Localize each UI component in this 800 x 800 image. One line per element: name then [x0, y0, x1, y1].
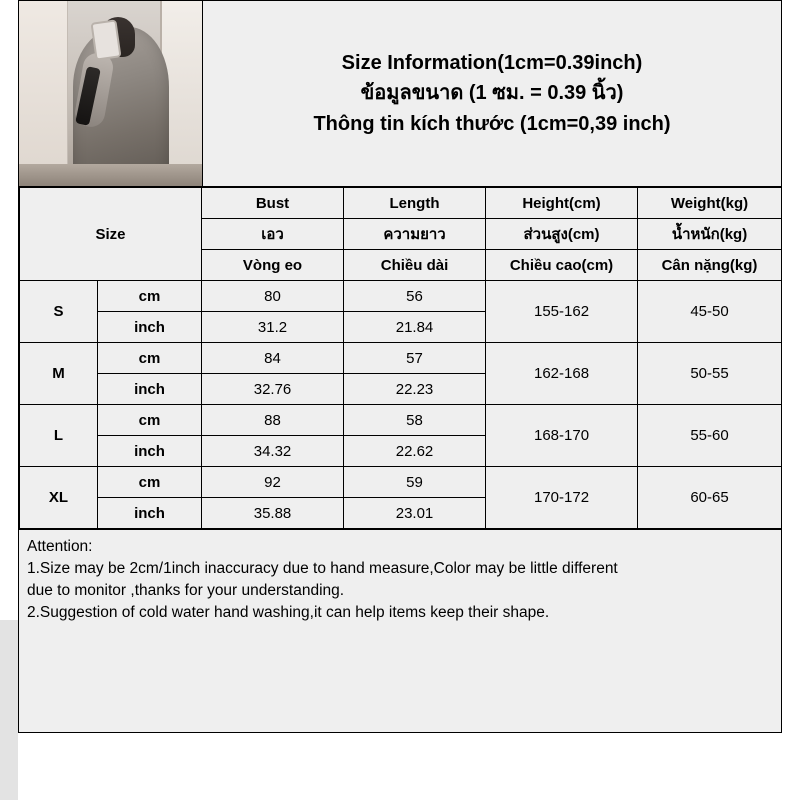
- row-s-bust-inch: 31.2: [202, 312, 344, 343]
- row-size-m: M: [20, 343, 98, 405]
- size-table: [19, 187, 782, 529]
- row-size-xl: XL: [20, 467, 98, 529]
- row-s-bust-cm: 80: [202, 281, 344, 312]
- col-weight-en: Weight(kg): [638, 188, 782, 219]
- row-l-length-inch: 22.62: [344, 436, 486, 467]
- col-bust-vi: Vòng eo: [202, 250, 344, 281]
- left-edge-block: [0, 620, 18, 800]
- row-size-s: S: [20, 281, 98, 343]
- col-height-vi: Chiều cao(cm): [486, 250, 638, 281]
- col-length-th: ความยาว: [344, 219, 486, 250]
- table-row: [20, 467, 782, 498]
- row-s-height: 155-162: [486, 281, 638, 343]
- row-size-l: L: [20, 405, 98, 467]
- row-xl-weight: 60-65: [638, 467, 782, 529]
- col-weight-th: น้ำหนัก(kg): [638, 219, 782, 250]
- attention-block: [19, 529, 781, 628]
- col-length-vi: Chiều dài: [344, 250, 486, 281]
- attention-heading: Attention:: [27, 538, 93, 555]
- title-line-th: ข้อมูลขนาด (1 ซม. = 0.39 นิ้ว): [360, 82, 624, 105]
- row-s-unit-cm: cm: [98, 281, 202, 312]
- photo-phone: [90, 19, 121, 60]
- row-l-bust-inch: 34.32: [202, 436, 344, 467]
- product-photo: [19, 1, 203, 187]
- row-s-unit-inch: inch: [98, 312, 202, 343]
- col-bust-en: Bust: [202, 188, 344, 219]
- row-l-unit-inch: inch: [98, 436, 202, 467]
- row-s-length-cm: 56: [344, 281, 486, 312]
- row-xl-bust-inch: 35.88: [202, 498, 344, 529]
- col-height-en: Height(cm): [486, 188, 638, 219]
- col-bust-th: เอว: [202, 219, 344, 250]
- photo-wall: [19, 1, 68, 187]
- col-height-th: ส่วนสูง(cm): [486, 219, 638, 250]
- table-row: [20, 343, 782, 374]
- table-row: [20, 405, 782, 436]
- row-xl-height: 170-172: [486, 467, 638, 529]
- row-m-weight: 50-55: [638, 343, 782, 405]
- col-weight-vi: Cân nặng(kg): [638, 250, 782, 281]
- row-xl-unit-cm: cm: [98, 467, 202, 498]
- row-s-length-inch: 21.84: [344, 312, 486, 343]
- row-xl-length-inch: 23.01: [344, 498, 486, 529]
- size-chart-sheet: [18, 0, 782, 733]
- table-row: [20, 281, 782, 312]
- row-m-height: 162-168: [486, 343, 638, 405]
- row-xl-length-cm: 59: [344, 467, 486, 498]
- row-l-unit-cm: cm: [98, 405, 202, 436]
- row-s-weight: 45-50: [638, 281, 782, 343]
- size-header-cell: Size: [20, 188, 202, 281]
- title-block: [203, 1, 781, 187]
- row-xl-unit-inch: inch: [98, 498, 202, 529]
- row-m-length-inch: 22.23: [344, 374, 486, 405]
- row-m-unit-inch: inch: [98, 374, 202, 405]
- table-header-row-en: [20, 188, 782, 219]
- row-m-unit-cm: cm: [98, 343, 202, 374]
- row-xl-bust-cm: 92: [202, 467, 344, 498]
- attention-line-3: 2.Suggestion of cold water hand washing,it can help items keep their shape.: [27, 604, 550, 621]
- title-line-vi: Thông tin kích thước (1cm=0,39 inch): [313, 112, 671, 135]
- attention-line-2: due to monitor ,thanks for your understanding.: [27, 582, 345, 599]
- row-l-height: 168-170: [486, 405, 638, 467]
- row-m-bust-inch: 32.76: [202, 374, 344, 405]
- photo-floor: [19, 164, 203, 186]
- col-length-en: Length: [344, 188, 486, 219]
- row-m-length-cm: 57: [344, 343, 486, 374]
- row-l-length-cm: 58: [344, 405, 486, 436]
- title-line-en: Size Information(1cm=0.39inch): [341, 51, 643, 74]
- header-row: [19, 1, 781, 187]
- row-l-bust-cm: 88: [202, 405, 344, 436]
- row-l-weight: 55-60: [638, 405, 782, 467]
- attention-line-1: 1.Size may be 2cm/1inch inaccuracy due to hand measure,Color may be little different: [27, 560, 618, 577]
- row-m-bust-cm: 84: [202, 343, 344, 374]
